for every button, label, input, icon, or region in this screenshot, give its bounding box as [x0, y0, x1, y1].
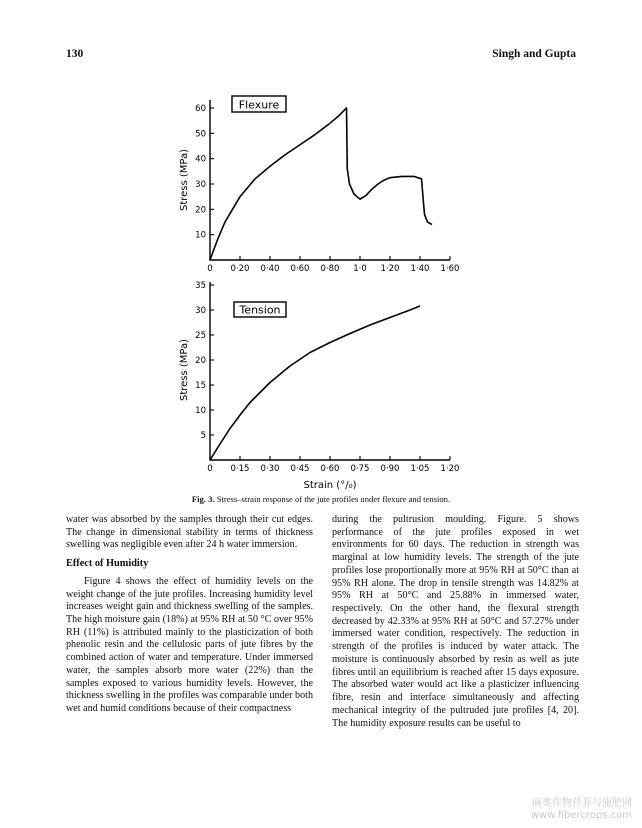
x-tick-label: 1·20	[440, 464, 460, 474]
y-tick-label: 30	[195, 306, 206, 316]
y-tick-label: 5	[200, 431, 206, 441]
y-tick-label: 50	[195, 129, 206, 140]
right-text-column	[332, 514, 579, 730]
watermark-line-1: 麻类作物营养与施肥网	[532, 798, 632, 809]
x-tick-label: 1·40	[410, 264, 430, 274]
watermark-line-2: www.fibercrops.com	[530, 810, 632, 821]
paragraph-pultrusion-performance: during the pultrusion moulding. Figure. 5 shows performance of the jute profiles exposed in wet environments for 60 days. The reduction in strength was marginal at low humidity levels. The strength of the jute profiles lose proportionally more at 95% RH at 50°C than at 95% RH alone. The drop in tensile strength was 14.82% at 95% RH at 50°C and 25.88% in immersed water, respectively. On the other hand, the flexural strength decreased by 42.33% at 95% RH at 50°C and 57.27% under immersed water condition, respectively. The reduction in strength of the profiles is induced by water attack. The moisture is continuously absorbed by resin as well as jute fibres until an equilibrium is reached after 15 days exposure. The absorbed water would act like a plasticizer influencing fibre, resin and interface simultaneously and affecting mechanical integrity of the pultruded jute profiles [4, 20]. The humidity exposure results can be useful to	[332, 514, 579, 729]
x-tick-label: 1·60	[440, 264, 460, 274]
x-tick-label: 0·90	[380, 464, 400, 474]
x-tick-label: 0·15	[230, 464, 250, 474]
y-tick-label: 20	[195, 205, 206, 216]
x-tick-label: 0·30	[260, 464, 280, 474]
x-tick-label: 1·05	[410, 464, 430, 474]
flexure-chart	[179, 96, 459, 274]
x-tick-label: 0·60	[290, 264, 310, 274]
section-heading-humidity: Effect of Humidity	[66, 558, 149, 570]
y-tick-label: 35	[195, 281, 206, 291]
x-tick-label: 0	[207, 464, 213, 474]
y-tick-label: 15	[195, 381, 206, 391]
left-text-column	[66, 514, 313, 716]
x-tick-label: 0·75	[350, 464, 370, 474]
y-tick-label: 10	[195, 230, 206, 241]
y-tick-label: 25	[195, 331, 206, 341]
x-tick-label: 0·20	[230, 264, 250, 274]
y-tick-label: 40	[195, 154, 206, 165]
watermark	[531, 798, 632, 822]
paragraph-thickness-swelling: water was absorbed by the samples through their cut edges. The change in dimensional stability in terms of thickness swelling was negligible even after 24 h water immersion.	[66, 514, 313, 551]
x-tick-label: 0	[207, 264, 213, 274]
stress-strain-curve	[210, 108, 432, 260]
x-tick-label: 1·0	[353, 264, 367, 274]
y-tick-label: 20	[195, 356, 206, 366]
figure-caption-text: Stress–strain response of the jute profiles under flexure and tension.	[216, 494, 451, 504]
x-tick-label: 1·20	[380, 264, 400, 274]
running-header-authors: Singh and Gupta	[492, 48, 576, 60]
tension-legend-label: Tension	[239, 303, 281, 317]
x-axis-label: Strain (°/₀)	[303, 480, 357, 491]
y-tick-label: 10	[195, 406, 206, 416]
paragraph-humidity: Figure 4 shows the effect of humidity levels on the weight change of the jute profiles. Increasing humidity level increases weight gain and thickness swelling of the samples. The high moisture gain (18%) at 95% RH at 50 °C over 95% RH (11%) is attributed mainly to the plasticization of both phenolic resin and the cellulosic parts of jute fibres by the combined action of water and temperature. Under immersed water, the samples absorb more water (22%) than the samples exposed to various humidity levels. However, the thickness swelling in the profiles was comparable under both wet and humid conditions because of their compactness	[66, 575, 313, 715]
page-number: 130	[66, 48, 84, 60]
flexure-legend-label: Flexure	[238, 98, 280, 112]
y-tick-label: 60	[195, 104, 206, 114]
x-tick-label: 0·60	[320, 464, 340, 474]
figure-label: Fig. 3.	[191, 494, 215, 504]
y-axis-label: Stress (MPa)	[179, 338, 190, 402]
figure-caption	[0, 494, 642, 504]
y-axis-label: Stress (MPa)	[179, 148, 190, 212]
tension-chart	[179, 281, 459, 491]
y-tick-label: 30	[195, 180, 206, 190]
x-tick-label: 0·45	[290, 464, 310, 474]
x-tick-label: 0·40	[260, 264, 280, 274]
stress-strain-curve	[210, 303, 420, 460]
x-tick-label: 0·80	[320, 264, 340, 274]
